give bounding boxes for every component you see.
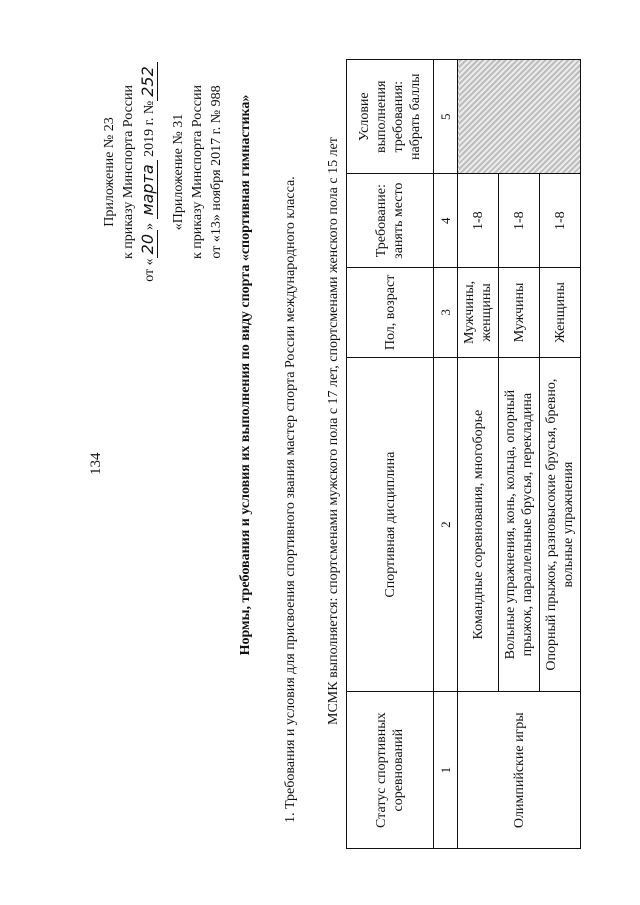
discipline-cell: Вольные упражнения, конь, кольца, опорный прыжок, параллельные брусья, перекладина: [499, 357, 540, 691]
sex-cell: Женщины: [540, 267, 581, 357]
place-cell: 1-8: [540, 174, 581, 267]
sex-cell: Мужчины, женщины: [458, 267, 499, 357]
header-row: [347, 60, 434, 849]
date-mid: »: [142, 222, 157, 230]
header-points: Условие выполнения требования: набрать баллы: [347, 60, 434, 174]
prev-order-line: к приказу Минспорта России: [190, 85, 205, 259]
document-title: Нормы, требования и условия их выполнения по виду спорта «спортивная гимнастика»: [238, 94, 253, 656]
header-status: Статус спортивных соревнований: [347, 692, 434, 849]
discipline-cell: Опорный прыжок, разновысокие брусья, бревно, вольные упражнения: [540, 357, 581, 691]
prev-appendix-line: «Приложение № 31: [171, 113, 186, 231]
sex-cell: Мужчины: [499, 267, 540, 357]
norms-table: [346, 59, 581, 849]
prev-date-line: от «13» ноября 2017 г. № 988: [209, 85, 224, 259]
date-number-handwritten: 252: [138, 62, 158, 101]
column-number: 5: [434, 60, 458, 174]
column-number-row: [434, 60, 458, 849]
order-line: к приказу Минспорта России: [121, 85, 136, 259]
order-date-line: [138, 27, 159, 317]
page-number: 134: [88, 452, 104, 475]
discipline-cell: Командные соревнования, многоборье: [458, 357, 499, 691]
header-place: Требование: занять место: [347, 174, 434, 267]
header-discipline: Спортивная дисциплина: [347, 357, 434, 691]
points-cell-shaded: [458, 60, 581, 174]
header-sex-age: Пол, возраст: [347, 267, 434, 357]
column-number: 1: [434, 692, 458, 849]
appendix-header: [100, 27, 226, 317]
column-number: 3: [434, 267, 458, 357]
intro-paragraph: 1. Требования и условия для присвоения спортивного звания мастер спорта России международного класса.: [283, 176, 298, 823]
column-number: 4: [434, 174, 458, 267]
table-row: [458, 60, 499, 849]
place-cell: 1-8: [499, 174, 540, 267]
column-number: 2: [434, 357, 458, 691]
table-caption: МСМК выполняется: спортсменами мужского пола с 17 лет, спортсменами женского пола с 15 лет: [326, 137, 341, 725]
date-day-handwritten: 20: [138, 230, 158, 258]
date-month-handwritten: марта: [138, 160, 158, 219]
appendix-line: Приложение № 23: [102, 117, 117, 227]
place-cell: 1-8: [458, 174, 499, 267]
date-prefix: от «: [142, 258, 157, 282]
date-year: 2019 г. №: [142, 100, 157, 157]
status-cell: Олимпийские игры: [458, 692, 581, 849]
